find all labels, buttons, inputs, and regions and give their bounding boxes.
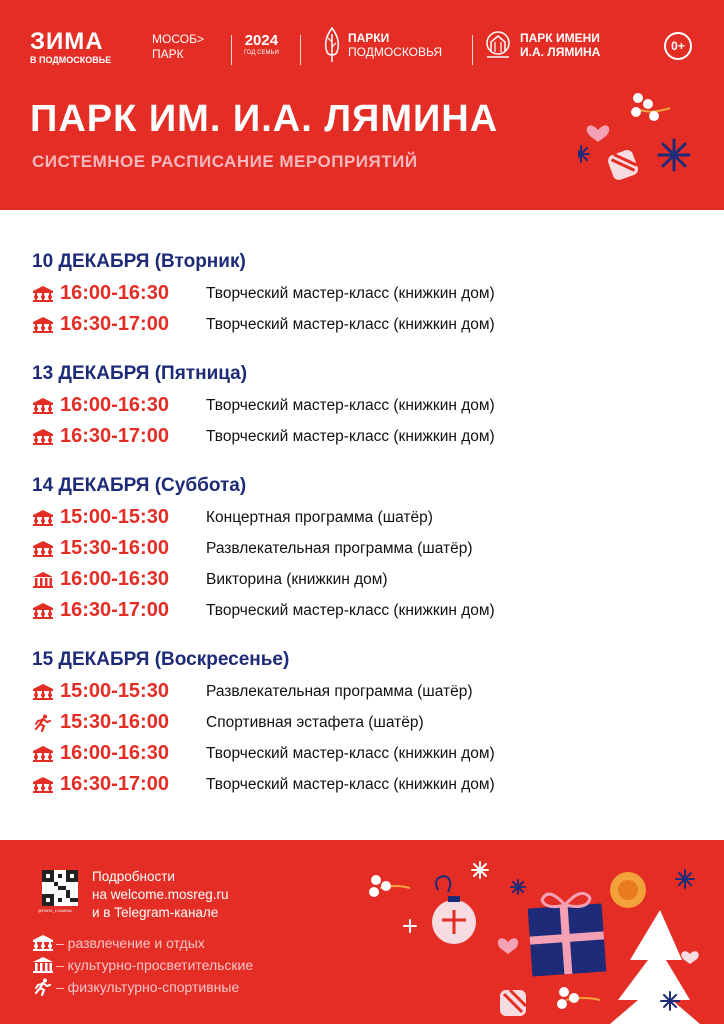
event-time: 16:00-16:30 <box>60 282 169 304</box>
parki-logo-line1: ПАРКИ <box>348 30 390 45</box>
year-logo-year: 2024 <box>244 32 279 49</box>
snowflake-small-icon <box>578 146 589 162</box>
christmas-ball-icon <box>432 876 476 944</box>
berries-icon <box>557 987 600 1009</box>
event-time: 16:00-16:30 <box>60 568 169 590</box>
event-description: Творческий мастер-класс (книжкин дом) <box>206 315 495 333</box>
parki-podmoskovya-logo <box>322 26 442 64</box>
qr-code[interactable] <box>42 870 78 906</box>
heart-icon <box>498 938 518 954</box>
info-line: и в Telegram-канале <box>92 905 219 920</box>
carousel-icon <box>32 602 54 620</box>
event-row <box>32 390 692 421</box>
carousel-icon <box>32 428 54 446</box>
heart-icon <box>587 125 610 142</box>
info-line: на welcome.mosreg.ru <box>92 887 229 902</box>
zima-logo-title: ЗИМА <box>30 28 104 55</box>
carousel-icon <box>32 397 54 415</box>
page-subtitle: СИСТЕМНОЕ РАСПИСАНИЕ МЕРОПРИЯТИЙ <box>32 152 418 171</box>
day-block <box>32 250 692 340</box>
gift-box-icon <box>528 893 607 976</box>
event-description: Развлекательная программа (шатёр) <box>206 682 473 700</box>
day-title: 13 ДЕКАБРЯ (Пятница) <box>32 363 248 384</box>
event-description: Творческий мастер-класс (книжкин дом) <box>206 775 495 793</box>
year-of-family-logo <box>244 33 279 56</box>
event-row <box>32 278 692 309</box>
icon-legend <box>32 932 253 998</box>
event-time: 16:30-17:00 <box>60 313 169 335</box>
day-block <box>32 648 692 800</box>
event-row <box>32 707 692 738</box>
age-rating-badge: 0+ <box>664 32 692 60</box>
info-text <box>92 868 229 922</box>
logo-divider <box>472 35 473 65</box>
event-row <box>32 421 692 452</box>
carousel-icon <box>32 683 54 701</box>
snowflake-blue-icon <box>511 870 694 894</box>
event-description: Творческий мастер-класс (книжкин дом) <box>206 284 495 302</box>
runner-icon <box>32 978 56 996</box>
event-row <box>32 502 692 533</box>
legend-label: – культурно-просветительские <box>56 957 254 973</box>
event-row <box>32 309 692 340</box>
ornament-icon <box>606 148 639 181</box>
legend-label: – развлечение и отдых <box>56 935 205 951</box>
event-description: Творческий мастер-класс (книжкин дом) <box>206 396 495 414</box>
park-crest-icon <box>484 30 512 60</box>
day-title: 10 ДЕКАБРЯ (Вторник) <box>32 251 246 272</box>
day-title: 15 ДЕКАБРЯ (Воскресенье) <box>32 649 290 670</box>
qr-caption: @PARK_LYAMINA <box>38 908 72 913</box>
event-time: 15:00-15:30 <box>60 506 169 528</box>
footer-banner <box>0 840 724 1024</box>
event-description: Творческий мастер-класс (книжкин дом) <box>206 601 495 619</box>
zima-logo <box>30 30 111 65</box>
day-block <box>32 474 692 626</box>
carousel-icon <box>32 285 54 303</box>
event-time: 16:00-16:30 <box>60 394 169 416</box>
event-description: Развлекательная программа (шатёр) <box>206 539 473 557</box>
ornament-icon <box>500 990 526 1016</box>
event-row <box>32 676 692 707</box>
carousel-icon <box>32 745 54 763</box>
museum-icon <box>32 956 56 974</box>
legend-label: – физкультурно-спортивные <box>56 979 240 995</box>
holiday-decorations <box>360 850 724 1024</box>
logo-divider <box>300 35 301 65</box>
carousel-icon <box>32 776 54 794</box>
museum-icon <box>32 571 54 589</box>
page-title: ПАРК ИМ. И.А. ЛЯМИНА <box>30 98 499 140</box>
mosobpark-logo <box>152 32 204 62</box>
legend-item <box>32 932 253 954</box>
event-row <box>32 769 692 800</box>
event-time: 16:00-16:30 <box>60 742 169 764</box>
event-description: Творческий мастер-класс (книжкин дом) <box>206 427 495 445</box>
event-time: 16:30-17:00 <box>60 773 169 795</box>
carousel-icon <box>32 934 56 952</box>
event-row <box>32 533 692 564</box>
zima-logo-caption: В ПОДМОСКОВЬЕ <box>30 55 112 65</box>
event-time: 15:30-16:00 <box>60 537 169 559</box>
winter-decorations <box>578 90 708 190</box>
logo-divider <box>231 35 232 65</box>
event-time: 16:30-17:00 <box>60 425 169 447</box>
tree-icon <box>322 26 342 64</box>
snowflake-blue-icon <box>661 992 679 1010</box>
orange-icon <box>610 872 646 908</box>
berries-icon <box>631 93 670 121</box>
carousel-icon <box>32 540 54 558</box>
event-row <box>32 595 692 626</box>
event-row <box>32 564 692 595</box>
event-description: Спортивная эстафета (шатёр) <box>206 713 424 731</box>
event-time: 16:30-17:00 <box>60 599 169 621</box>
lyamin-logo-line1: ПАРК ИМЕНИ <box>520 30 600 45</box>
event-row <box>32 738 692 769</box>
event-description: Концертная программа (шатёр) <box>206 508 433 526</box>
heart-icon <box>681 951 698 964</box>
carousel-icon <box>32 509 54 527</box>
legend-item <box>32 976 253 998</box>
event-time: 15:00-15:30 <box>60 680 169 702</box>
runner-icon <box>32 714 54 732</box>
lyamin-logo-line2: И.А. ЛЯМИНА <box>520 45 601 59</box>
event-time: 15:30-16:00 <box>60 711 169 733</box>
schedule-list <box>32 250 692 822</box>
lyamin-park-logo <box>484 30 600 60</box>
event-description: Творческий мастер-класс (книжкин дом) <box>206 744 495 762</box>
year-logo-caption: ГОД СЕМЬИ <box>244 50 279 56</box>
legend-item <box>32 954 253 976</box>
day-title: 14 ДЕКАБРЯ (Суббота) <box>32 475 247 496</box>
event-description: Викторина (книжкин дом) <box>206 570 388 588</box>
carousel-icon <box>32 316 54 334</box>
mosobpark-logo-line1: МОСОБ> <box>152 32 204 46</box>
snowflake-icon <box>659 140 689 170</box>
snowflake-icon <box>472 862 488 878</box>
mosobpark-logo-line2: ПАРК <box>152 47 184 61</box>
snowflake-small-icon <box>404 920 416 932</box>
christmas-tree-icon <box>610 910 700 1024</box>
parki-logo-line2: ПОДМОСКОВЬЯ <box>348 45 443 59</box>
info-line: Подробности <box>92 869 175 884</box>
day-block <box>32 362 692 452</box>
berries-icon <box>369 875 410 897</box>
header-banner <box>0 0 724 210</box>
